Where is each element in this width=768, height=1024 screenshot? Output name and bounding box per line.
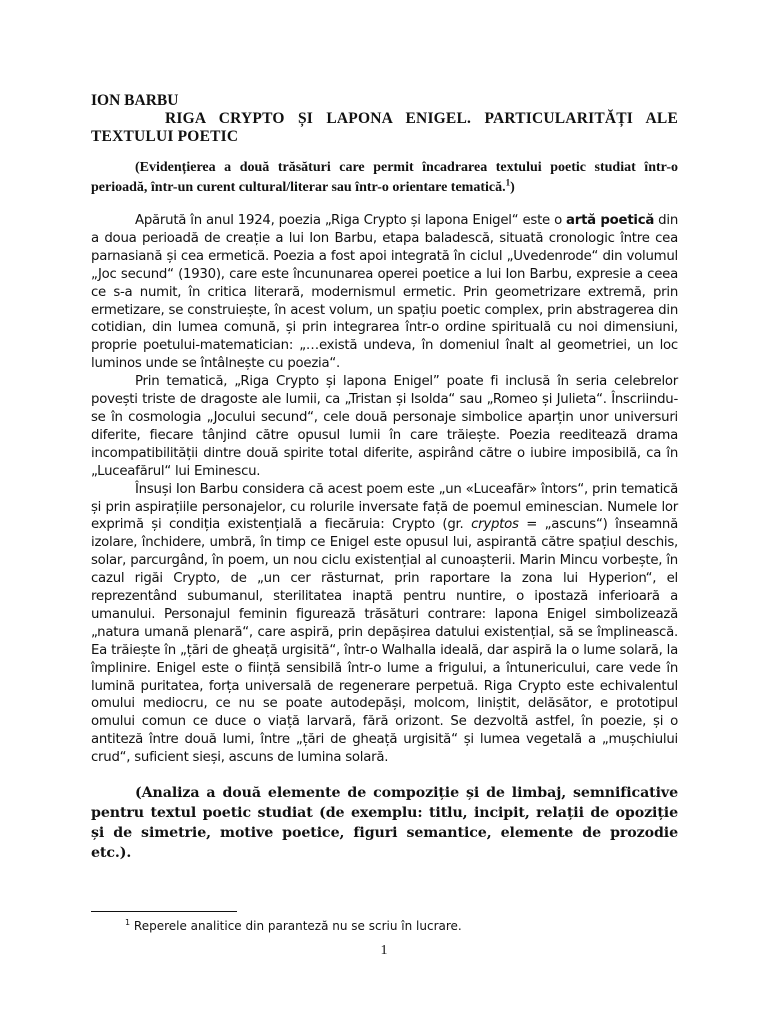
page-number: 1 xyxy=(380,943,388,958)
paragraph-text: Însuși Ion Barbu considera că acest poem este „un «Luceafăr» întors“, prin tematică și prin aspirațiile personajelor, cu rolurile inversate față de poemul eminescian. Numele lor exprimă și condiția existențială a fiecăruia: Crypto (gr. xyxy=(91,481,678,533)
document-title: RIGA CRYPTO ȘI LAPONA ENIGEL. PARTICULARITĂȚI ALE TEXTULUI POETIC xyxy=(91,110,678,145)
italic-term: cryptos xyxy=(471,517,519,533)
essay-body xyxy=(91,212,678,767)
paragraph xyxy=(91,481,678,768)
document-page xyxy=(91,92,678,863)
author-name: ION BARBU xyxy=(91,92,179,109)
footnote-marker: 1 xyxy=(125,918,131,927)
paragraph xyxy=(91,212,678,373)
bold-term: artă poetică xyxy=(566,213,655,228)
analysis-instruction: (Analiza a două elemente de compoziție și de limbaj, semnificative pentru textul poetic studiat (de exemplu: titlu, incipit, relații de opoziție și de simetrie, motive poetice, figuri semantice, elemente de prozodie etc.). xyxy=(91,785,678,862)
instruction-close: ) xyxy=(510,180,515,195)
footnote-divider xyxy=(91,911,237,912)
paragraph-text: Apărută în anul 1924, poezia „Riga Crypto și lapona Enigel“ este o xyxy=(135,213,567,228)
instruction-heading xyxy=(91,158,678,198)
footnote-text: Reperele analitice din paranteză nu se scriu în lucrare. xyxy=(130,919,462,933)
footnote xyxy=(125,915,462,934)
paragraph-text: din a doua perioadă de creație a lui Ion Barbu, etapa baladescă, situată cronologic între cea parnasiană și cea ermetică. Poezia a fost apoi integrată în ciclul „Uvedenrode“ din volumul „Joc secund“ (1930), care este încununarea operei poetice a lui Ion Barbu, expresie a ceea ce s-a numit, în critica literară, modernismul ermetic. Prin geometrizare extremă, prin ermetizare, se construiește, în acest volum, un spațiu poetic complex, prin abstragerea din cotidian, din lumea comună, și prin integrarea într-o ordine spirituală cu noi dimensiuni, proprie poetului-matematician: „…există undeva, în domeniul înalt al geometriei, un loc luminos unde se întâlnește cu poezia“. xyxy=(91,213,678,372)
instruction-text: (Evidențierea a două trăsături care permit încadrarea textului poetic studiat într-o perioadă, într-un curent cultural/literar sau într-o orientare tematică. xyxy=(91,160,678,195)
paragraph-text: = „ascuns“) înseamnă izolare, închidere, umbră, în timp ce Enigel este opusul lui, aspirantă către spațiul deschis, solar, parcurgând, în poem, un nou ciclu existențial al cunoașterii. Marin Mincu vorbește, în cazul rigăi Crypto, de „un cer răsturnat, prin raportare la zona lui Hyperion“, el reprezentând subumanul, sterilitatea inaptă pentru nuntire, o ipostază inferioară a umanului. Personajul feminin figurează trăsături contrare: lapona Enigel simbolizează „natura umană plenară“, care aspiră, prin depășirea datului existențial, să se împlinească. Ea trăiește în „țări de gheață urgisită“, într-o Walhalla ideală, dar aspiră la o lume solară, la împlinire. Enigel este o ființă sensibilă într-o lume a frigului, a întunericului, care vede în lumină puritatea, forța universală de regenerare perpetuă. Riga Crypto este echivalentul omului mediocru, ce nu se poate autodepăși, molcom, liniștit, delăsător, e prototipul omului comun ce duce o viață larvară, fără orizont. Se dezvoltă astfel, în poezie, și o antiteză între două lumi, între „țări de gheață urgisită“ și lumea vegetală a „mușchiului crud“, suficient sieși, ascuns de lumina solară. xyxy=(91,517,678,766)
paragraph: Prin tematică, „Riga Crypto și lapona Enigel” poate fi inclusă în seria celebrelor povești triste de dragoste ale lumii, ca „Tristan și Isolda“ sau „Romeo și Julieta“. Înscriindu-se în cosmologia „Jocului secund“, cele două personaje simbolice aparțin unor universuri diferite, fiecare tânjind către opusul lumii în care trăiește. Poezia reeditează drama incompatibilității dintre două spirite total diferite, aspirând către o iubire imposibilă, ca în „Luceafărul“ lui Eminescu. xyxy=(91,374,678,479)
footnote-reference: 1 xyxy=(505,177,511,188)
